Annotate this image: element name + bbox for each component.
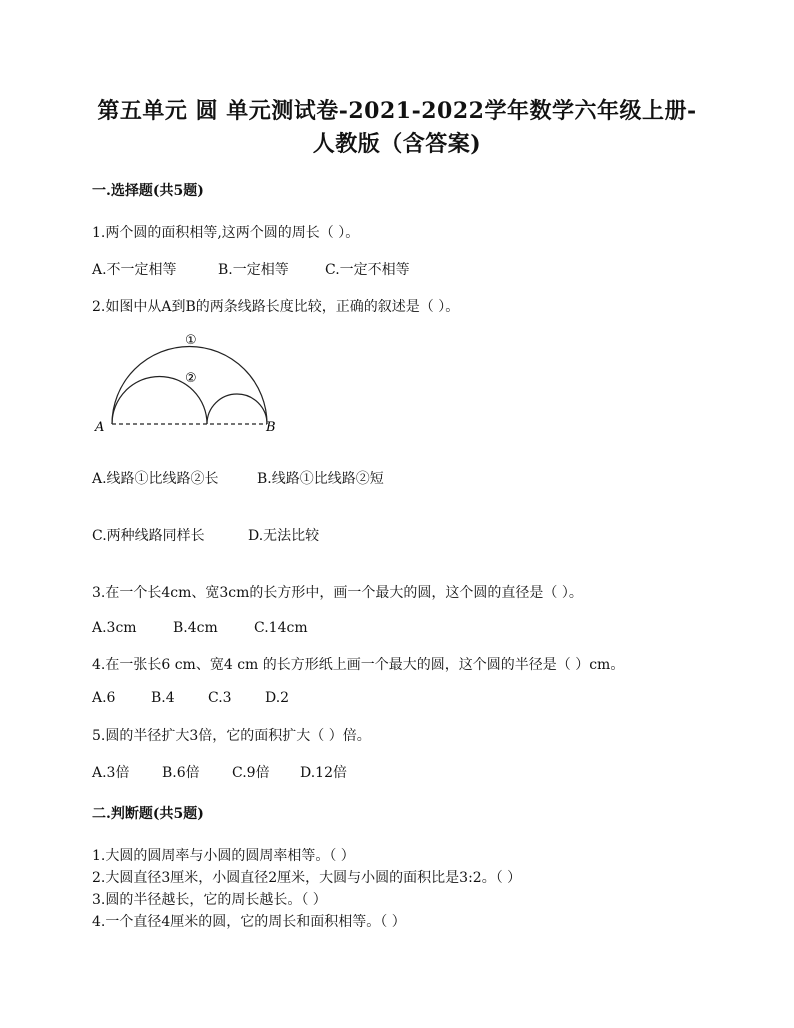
judge-item-3: 3.圆的半径越长，它的周长越长。（ ）	[92, 892, 327, 908]
q3-option-c: C.14cm	[254, 620, 308, 636]
doc-title-line1: 第五单元 圆 单元测试卷-2021-2022学年数学六年级上册-	[97, 98, 697, 124]
q2-option-a: A.线路①比线路②长	[92, 471, 219, 487]
q1-option-b: B.一定相等	[218, 262, 289, 278]
route-2-label: ②	[185, 371, 197, 386]
q4-option-b: B.4	[151, 690, 175, 706]
q3-option-a: A.3cm	[92, 620, 137, 636]
judge-item-2: 2.大圆直径3厘米，小圆直径2厘米，大圆与小圆的面积比是3:2。（ ）	[92, 870, 522, 886]
section-heading-judge: 二.判断题(共5题)	[92, 806, 204, 822]
route-2-arc-small	[207, 394, 267, 424]
question-5: 5.圆的半径扩大3倍，它的面积扩大（ ）倍。	[92, 728, 371, 744]
q2-option-b: B.线路①比线路②短	[257, 471, 384, 487]
q4-option-a: A.6	[92, 690, 116, 706]
q1-option-a: A.不一定相等	[92, 262, 177, 278]
q3-option-b: B.4cm	[173, 620, 218, 636]
q5-option-b: B.6倍	[162, 765, 200, 781]
label-b: B	[266, 420, 276, 435]
q4-option-c: C.3	[208, 690, 232, 706]
q2-option-d: D.无法比较	[248, 528, 320, 544]
q4-option-d: D.2	[265, 690, 290, 706]
section-heading-choice: 一.选择题(共5题)	[92, 183, 204, 199]
route-figure	[90, 328, 290, 438]
q5-option-c: C.9倍	[232, 765, 270, 781]
doc-title-line2: 人教版（含答案)	[312, 131, 482, 157]
q1-option-c: C.一定不相等	[325, 262, 410, 278]
judge-item-4: 4.一个直径4厘米的圆，它的周长和面积相等。（ ）	[92, 914, 406, 930]
label-a: A	[95, 420, 105, 435]
q2-option-c: C.两种线路同样长	[92, 528, 205, 544]
question-2: 2.如图中从A到B的两条线路长度比较，正确的叙述是（ ）。	[92, 299, 460, 315]
question-4: 4.在一张长6 cm、宽4 cm 的长方形纸上画一个最大的圆，这个圆的半径是（ ）cm。	[92, 657, 625, 673]
question-3: 3.在一个长4cm、宽3cm的长方形中，画一个最大的圆，这个圆的直径是（ ）。	[92, 585, 583, 601]
question-1: 1.两个圆的面积相等,这两个圆的周长（ ）。	[92, 225, 360, 241]
judge-item-1: 1.大圆的圆周率与小圆的圆周率相等。（ ）	[92, 848, 355, 864]
q5-option-a: A.3倍	[92, 765, 130, 781]
route-1-label: ①	[185, 333, 197, 348]
q5-option-d: D.12倍	[300, 765, 347, 781]
